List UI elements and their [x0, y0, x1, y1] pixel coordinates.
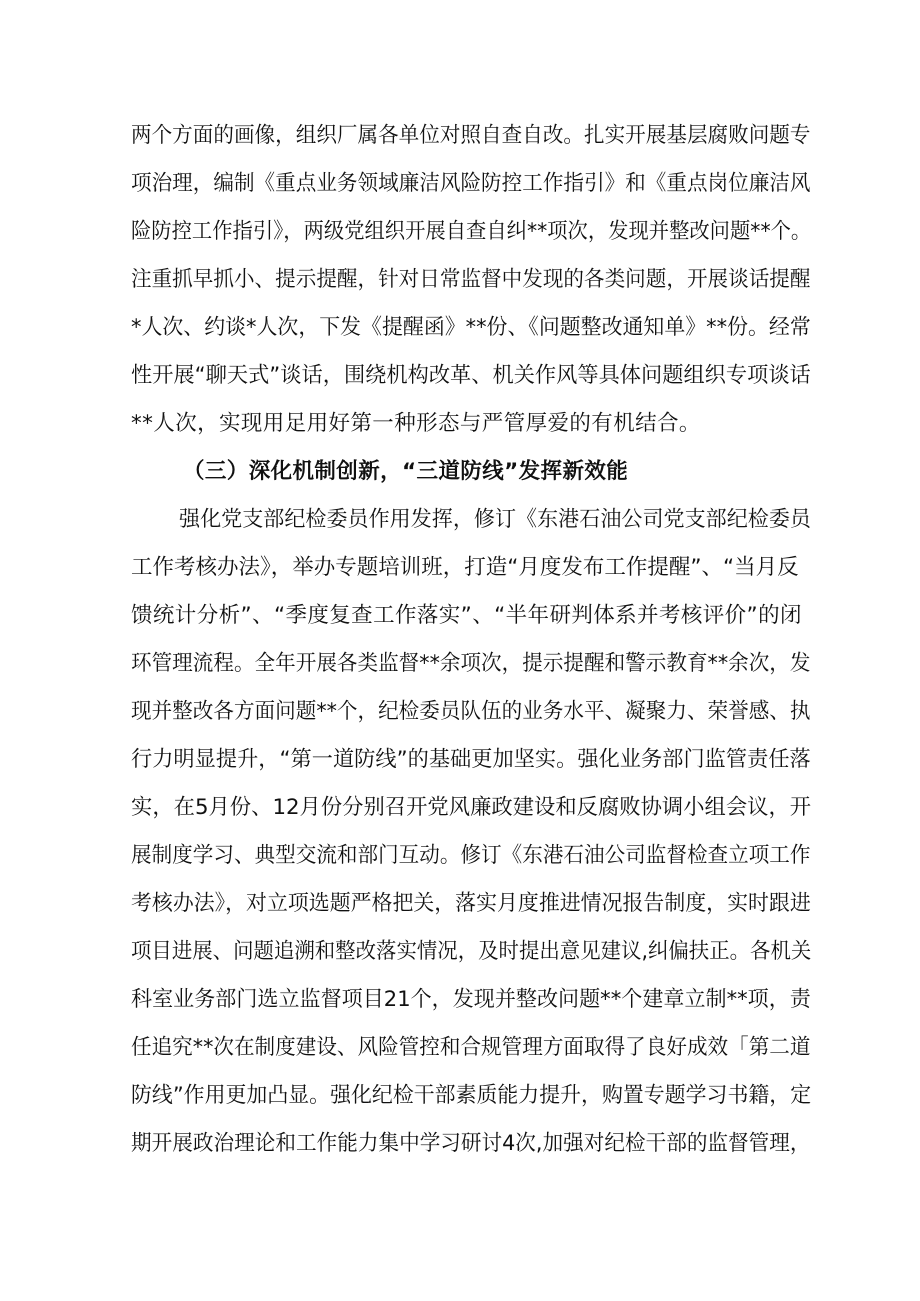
paragraph-2-line-8: 展制度学习、典型交流和部门互动。修订《东港石油公司监督检查立项工作: [131, 843, 811, 868]
paragraph-2-line-3: 馈统计分析”、“季度复查工作落实”、“半年研判体系并考核评价”的闭: [131, 603, 802, 628]
paragraph-2-line-12: 任追究**次在制度建设、风险管控和合规管理方面取得了良好成效「第二道: [131, 1035, 811, 1060]
paragraph-2-line-7: 实，在5月份、12月份分别召开党风廉政建设和反腐败协调小组会议，开: [131, 795, 812, 820]
paragraph-1-line-7: **人次，实现用足用好第一种形态与严管厚爱的有机结合。: [131, 411, 701, 436]
paragraph-1-line-6: 性开展“聊天式”谈话，围绕机构改革、机关作风等具体问题组织专项谈话: [131, 363, 811, 388]
paragraph-2-line-13: 防线”作用更加凸显。强化纪检干部素质能力提升，购置专题学习书籍，定: [131, 1083, 812, 1108]
paragraph-2-line-2: 工作考核办法》，举办专题培训班，打造“月度发布工作提醒”、“当月反: [131, 555, 799, 580]
paragraph-2-line-6: 行力明显提升，“第一道防线”的基础更加坚实。强化业务部门监管责任落: [131, 747, 811, 772]
paragraph-2-line-10: 项目进展、问题追溯和整改落实情况，及时提出意见建议,纠偏扶正。各机关: [131, 939, 812, 964]
paragraph-1-line-1: 两个方面的画像，组织厂属各单位对照自查自改。扎实开展基层腐败问题专: [131, 123, 811, 148]
paragraph-1-line-3: 险防控工作指引》，两级党组织开展自查自纠**项次，发现并整改问题**个。: [131, 219, 812, 244]
paragraph-1-line-2: 项治理，编制《重点业务领域廉洁风险防控工作指引》和《重点岗位廉洁风: [131, 171, 811, 196]
paragraph-2-line-14: 期开展政治理论和工作能力集中学习研讨4次,加强对纪检干部的监督管理，: [131, 1131, 811, 1156]
paragraph-2-line-9: 考核办法》，对立项选题严格把关，落实月度推进情况报告制度，实时跟进: [131, 891, 811, 916]
paragraph-2-line-11: 科室业务部门选立监督项目21个，发现并整改问题**个建章立制**项，责: [131, 987, 811, 1012]
section-heading: （三）深化机制创新，“三道防线”发挥新效能: [183, 459, 629, 484]
paragraph-2-line-4: 环管理流程。全年开展各类监督**余项次，提示提醒和警示教育**余次，发: [131, 651, 811, 676]
paragraph-2-line-5: 现并整改各方面问题**个，纪检委员队伍的业务水平、凝聚力、荣誉感、执: [131, 699, 811, 724]
paragraph-1-line-4: 注重抓早抓小、提示提醒，针对日常监督中发现的各类问题，开展谈话提醒: [131, 267, 811, 292]
paragraph-2-line-1: 强化党支部纪检委员作用发挥，修订《东港石油公司党支部纪检委员: [179, 507, 811, 532]
paragraph-1-line-5: *人次、约谈*人次，下发《提醒函》**份、《问题整改通知单》**份。经常: [131, 315, 811, 340]
